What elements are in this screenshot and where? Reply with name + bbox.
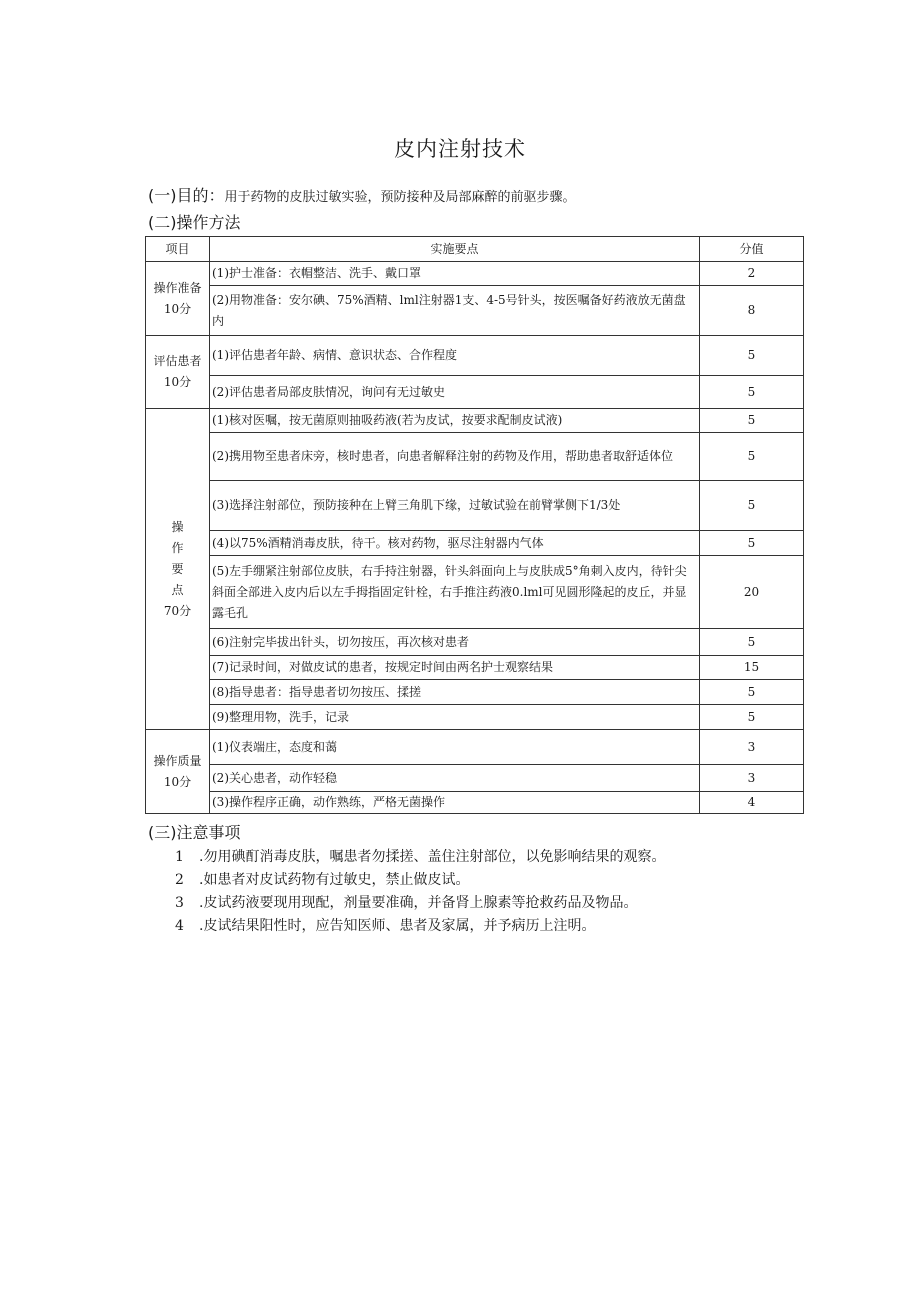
row-score: 5 [700, 336, 804, 376]
row-score: 15 [700, 656, 804, 680]
category-points: 10分 [163, 774, 192, 789]
note-text: .皮试结果阳性时，应告知医师、患者及家属，并予病历上注明。 [199, 918, 596, 934]
list-item [175, 915, 665, 938]
row-score: 5 [700, 433, 804, 481]
row-text: (2)关心患者，动作轻稳 [210, 765, 700, 792]
row-text: (3)选择注射部位，预防接种在上臂三角肌下缘，过敏试验在前臂掌侧下1/3处 [210, 481, 700, 531]
row-text: (2)携用物至患者床旁，核时患者，向患者解释注射的药物及作用，帮助患者取舒适体位 [210, 433, 700, 481]
table-row [146, 336, 804, 376]
category-name: 操作准备 [153, 280, 202, 295]
note-number: 1 [175, 849, 184, 865]
row-score: 5 [700, 680, 804, 705]
category-char: 操 [171, 519, 184, 534]
row-text: (8)指导患者：指导患者切勿按压、揉搓 [210, 680, 700, 705]
header-points: 实施要点 [210, 237, 700, 262]
list-item [175, 892, 665, 915]
row-score: 5 [700, 705, 804, 730]
row-text: (5)左手绷紧注射部位皮肤，右手持注射器，针头斜面向上与皮肤成5°角刺入皮内，待针尖斜面全部进入皮内后以左手拇指固定针栓，右手推注药液0.lml可见圆形隆起的皮丘，并显露毛孔 [210, 556, 700, 629]
notes-heading: (三)注意事项 [148, 823, 241, 842]
row-text: (1)护士准备：衣帽整洁、洗手、戴口罩 [210, 262, 700, 286]
table-row [146, 481, 804, 531]
row-text: (9)整理用物，洗手，记录 [210, 705, 700, 730]
table-row [146, 531, 804, 556]
category-char: 要 [171, 561, 184, 576]
row-score: 5 [700, 409, 804, 433]
row-score: 4 [700, 792, 804, 814]
table-row [146, 656, 804, 680]
note-text: .勿用碘酊消毒皮肤，嘱患者勿揉搓、盖住注射部位，以免影响结果的观察。 [199, 849, 666, 865]
row-score: 2 [700, 262, 804, 286]
table-row [146, 262, 804, 286]
category-operation [146, 409, 210, 730]
row-text: (1)评估患者年龄、病情、意识状态、合作程度 [210, 336, 700, 376]
row-score: 3 [700, 765, 804, 792]
table-row [146, 433, 804, 481]
category-char: 作 [171, 540, 184, 555]
list-item [175, 846, 665, 869]
row-score: 20 [700, 556, 804, 629]
purpose-text: 用于药物的皮肤过敏实验，预防接种及局部麻醉的前驱步骤。 [224, 190, 576, 205]
note-text: .如患者对皮试药物有过敏史，禁止做皮试。 [199, 872, 470, 888]
category-name: 操作质量 [153, 753, 202, 768]
row-score: 8 [700, 286, 804, 336]
category-quality [146, 730, 210, 814]
category-points: 70分 [163, 603, 192, 618]
notes-list [175, 846, 665, 938]
table-row [146, 680, 804, 705]
row-score: 5 [700, 531, 804, 556]
row-text: (2)用物准备：安尔碘、75%酒精、lml注射器1支、4-5号针头，按医嘱备好药液放无菌盘内 [210, 286, 700, 336]
table-row [146, 730, 804, 765]
category-assess [146, 336, 210, 409]
table-row [146, 286, 804, 336]
category-char: 点 [171, 582, 184, 597]
row-text: (6)注射完毕拔出针头，切勿按压，再次核对患者 [210, 629, 700, 656]
row-text: (7)记录时间，对做皮试的患者，按规定时间由两名护士观察结果 [210, 656, 700, 680]
table-row [146, 792, 804, 814]
category-name: 评估患者 [153, 354, 202, 368]
row-score: 3 [700, 730, 804, 765]
method-heading: (二)操作方法 [148, 213, 241, 232]
note-number: 4 [175, 918, 184, 934]
table-row [146, 556, 804, 629]
purpose-heading: (一)目的： [148, 186, 225, 205]
row-text: (1)仪表端庄，态度和蔼 [210, 730, 700, 765]
row-text: (4)以75%酒精消毒皮肤，待干。核对药物，驱尽注射器内气体 [210, 531, 700, 556]
table-row [146, 376, 804, 409]
row-text: (1)核对医嘱，按无菌原则抽吸药液(若为皮试，按要求配制皮试液) [210, 409, 700, 433]
row-score: 5 [700, 481, 804, 531]
category-points: 10分 [163, 375, 192, 389]
purpose-line [148, 183, 576, 206]
category-prep [146, 262, 210, 336]
table-row [146, 765, 804, 792]
row-text: (2)评估患者局部皮肤情况，询问有无过敏史 [210, 376, 700, 409]
note-number: 3 [175, 895, 184, 911]
note-number: 2 [175, 872, 184, 888]
table-header-row [146, 237, 804, 262]
header-score: 分值 [700, 237, 804, 262]
table-row [146, 409, 804, 433]
list-item [175, 869, 665, 892]
row-score: 5 [700, 629, 804, 656]
scoring-table [145, 236, 804, 814]
category-points: 10分 [163, 301, 192, 316]
row-text: (3)操作程序正确，动作熟练，严格无菌操作 [210, 792, 700, 814]
note-text: .皮试药液要现用现配，剂量要准确，并备肾上腺素等抢救药品及物品。 [199, 895, 638, 911]
table-row [146, 629, 804, 656]
table-row [146, 705, 804, 730]
row-score: 5 [700, 376, 804, 409]
header-item: 项目 [146, 237, 210, 262]
page-title: 皮内注射技术 [394, 137, 526, 161]
